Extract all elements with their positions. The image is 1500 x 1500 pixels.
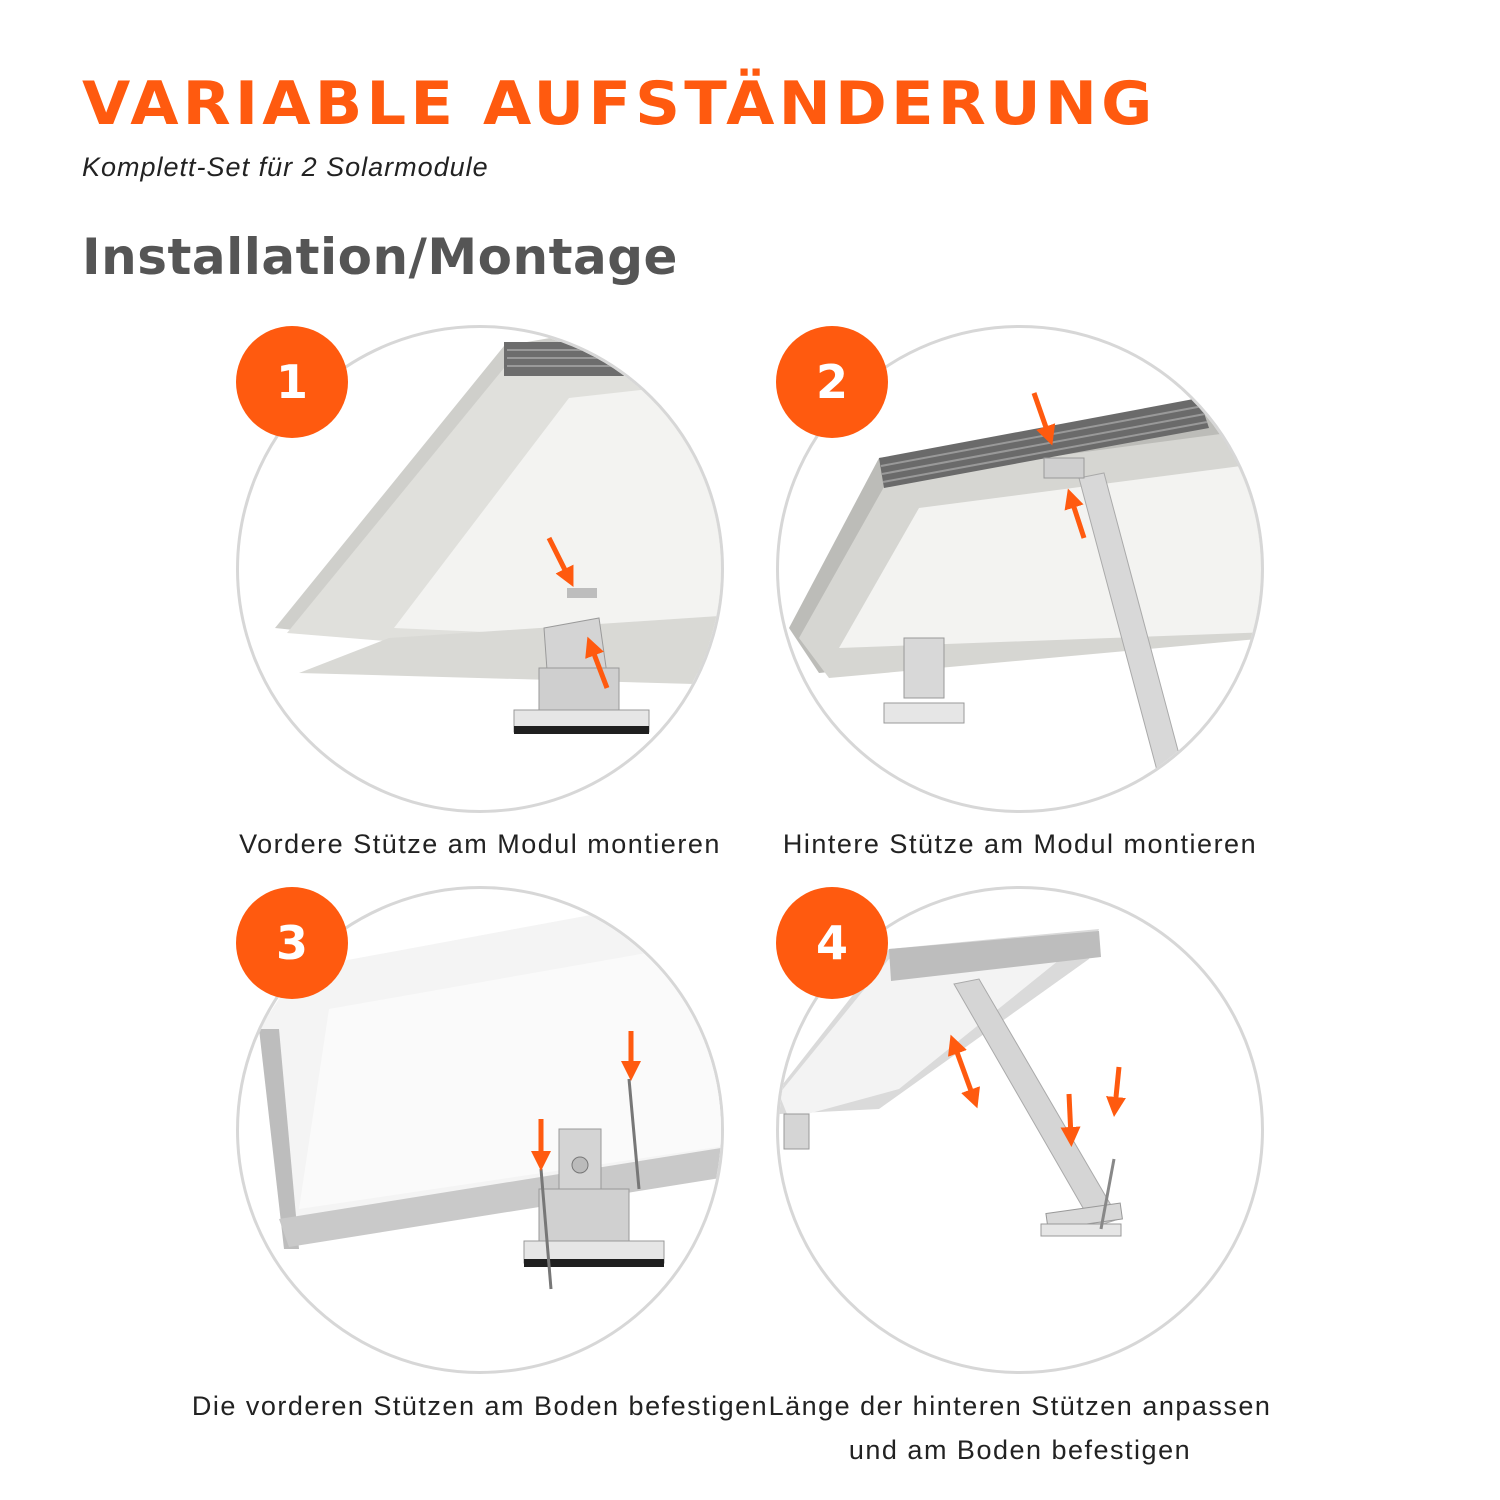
page-subtitle: Komplett-Set für 2 Solarmodule bbox=[82, 152, 489, 182]
step-2-caption: Hintere Stütze am Modul montieren bbox=[782, 829, 1258, 859]
step-number-badge: 4 bbox=[776, 887, 888, 999]
arrow-icon bbox=[1069, 1094, 1071, 1137]
step-number-badge: 1 bbox=[236, 326, 348, 438]
step-number-badge: 2 bbox=[776, 326, 888, 438]
double-arrow-icon bbox=[954, 1044, 974, 1099]
page-title: VARIABLE AUFSTÄNDERUNG bbox=[82, 69, 1157, 139]
step-3-caption: Die vorderen Stützen am Boden befestigen bbox=[191, 1391, 769, 1421]
step-4-caption-line-2: und am Boden befestigen bbox=[848, 1435, 1192, 1465]
step-4-caption bbox=[720, 1384, 1320, 1472]
arrow-icon bbox=[1115, 1067, 1119, 1107]
step-4-caption-line-1: Länge der hinteren Stützen anpassen bbox=[768, 1391, 1272, 1421]
step-number-badge: 3 bbox=[236, 887, 348, 999]
step-1-caption: Vordere Stütze am Modul montieren bbox=[239, 829, 721, 859]
section-title: Installation/Montage bbox=[82, 228, 678, 286]
